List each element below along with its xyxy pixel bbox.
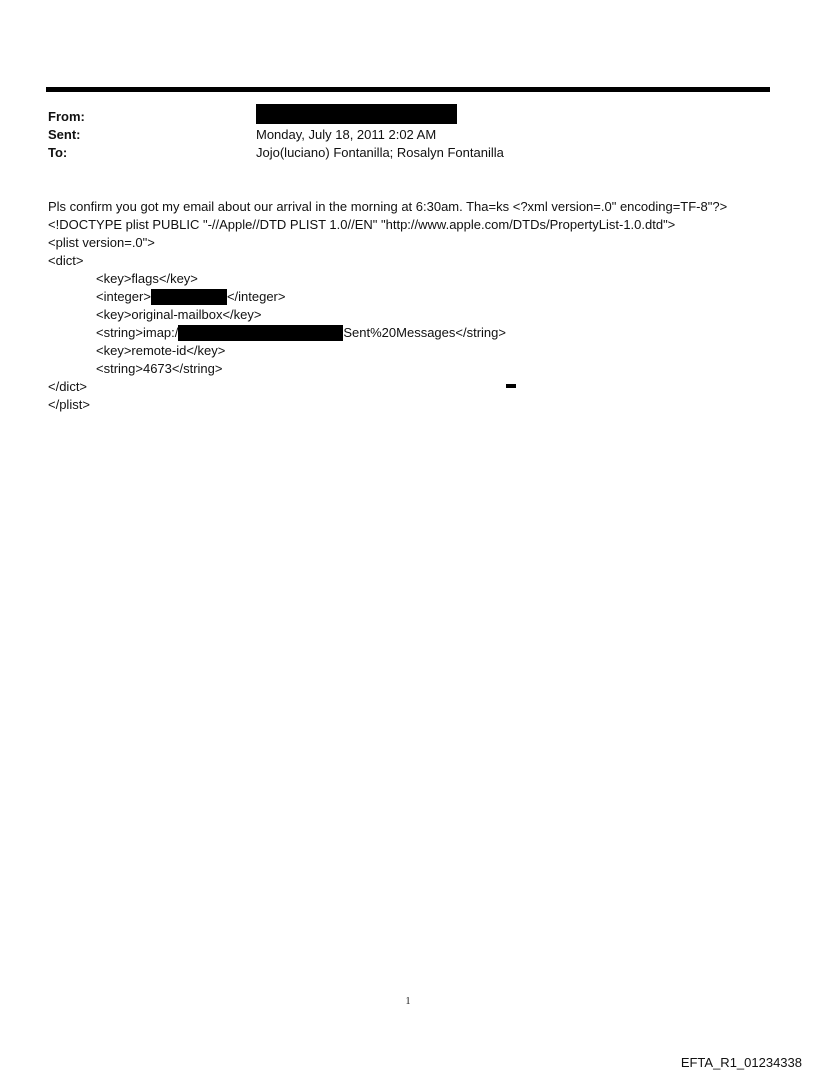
from-row	[48, 108, 748, 126]
redaction-mark	[506, 384, 516, 388]
sent-value: Monday, July 18, 2011 2:02 AM	[256, 127, 437, 142]
sent-row	[48, 126, 748, 144]
body-line: </plist>	[48, 397, 90, 412]
email-header	[48, 108, 748, 162]
body-line: <key>original-mailbox</key>	[96, 307, 262, 322]
redaction-block	[178, 325, 343, 341]
body-line: <key>remote-id</key>	[96, 343, 226, 358]
body-line: <!DOCTYPE plist PUBLIC "-//Apple//DTD PLIST 1.0//EN" "http://www.apple.com/DTDs/PropertyList-1.0.dtd">	[48, 217, 676, 232]
document-id: EFTA_R1_01234338	[680, 1055, 802, 1070]
body-line: <string>4673</string>	[96, 361, 223, 376]
imap-open-tag: <string>imap:/	[96, 325, 179, 340]
header-rule	[46, 87, 770, 92]
imap-close-tag: Sent%20Messages</string>	[343, 325, 506, 340]
body-line	[48, 324, 788, 342]
page-number: 1	[405, 996, 411, 1007]
body-line	[48, 288, 788, 306]
redaction-block	[151, 289, 227, 305]
to-value: Jojo(luciano) Fontanilla; Rosalyn Fontanilla	[256, 145, 504, 160]
sent-label: Sent:	[48, 127, 81, 142]
integer-open-tag: <integer>	[96, 289, 151, 304]
from-value	[256, 108, 457, 126]
from-label: From:	[48, 109, 85, 124]
body-line: <dict>	[48, 253, 84, 268]
integer-close-tag: </integer>	[226, 289, 286, 304]
body-line: <plist version=.0">	[48, 235, 155, 250]
email-body	[48, 198, 788, 414]
redaction-block	[256, 104, 457, 124]
to-row	[48, 144, 748, 162]
to-label: To:	[48, 145, 68, 160]
body-line: Pls confirm you got my email about our arrival in the morning at 6:30am. Tha=ks <?xml version=.0" encoding=TF-8"?>	[48, 199, 728, 214]
body-line: <key>flags</key>	[96, 271, 198, 286]
body-line: </dict>	[48, 379, 88, 394]
